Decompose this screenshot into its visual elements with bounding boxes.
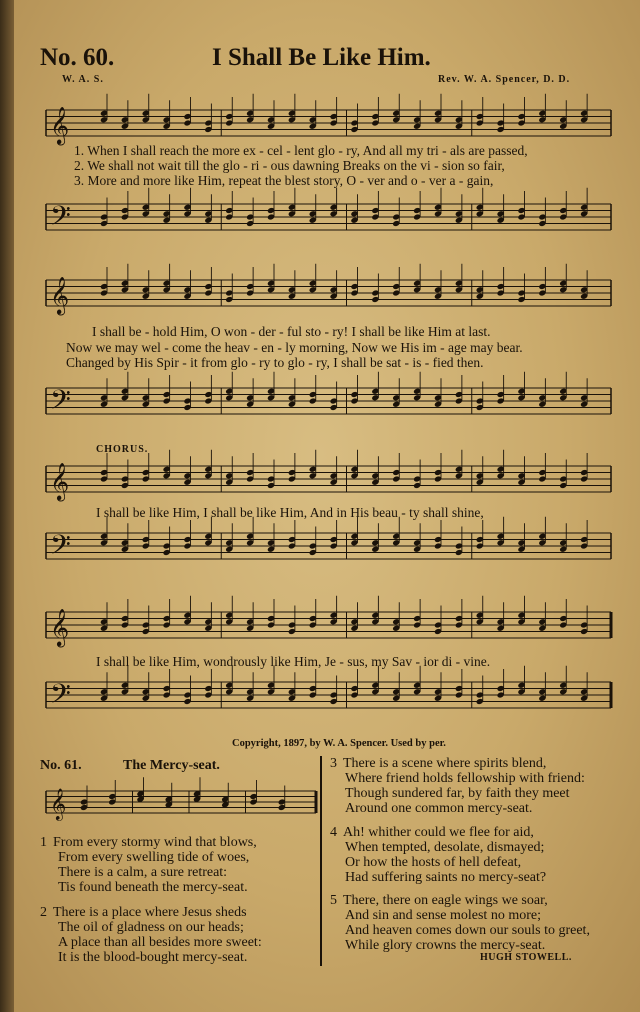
stanza-2-line-2: The oil of gladness on our heads;	[58, 920, 244, 935]
hymn-61-title: The Mercy-seat.	[123, 758, 220, 773]
stanza-5-number: 5	[330, 893, 337, 908]
stanza-3-line-1: There is a scene where spirits blend,	[343, 756, 547, 771]
hymn-61-staff	[40, 783, 320, 823]
copyright-notice: Copyright, 1897, by W. A. Spencer. Used by per.	[232, 738, 446, 749]
stanza-5-line-2: And sin and sense molest no more;	[345, 908, 541, 923]
lyric-line2-verse1: I shall be - hold Him, O won - der - ful sto - ry! I shall be like Him at last.	[92, 324, 491, 339]
staff-system-1-treble	[40, 102, 615, 142]
chorus-lyric-2: I shall be like Him, wondrously like Him, Je - sus, my Sav - ior di - vine.	[96, 654, 491, 669]
stanza-4-line-3: Or how the hosts of hell defeat,	[345, 855, 522, 870]
bass-clef-icon: 𝄢	[50, 200, 71, 238]
stanza-1-line-1: From every stormy wind that blows,	[53, 835, 257, 850]
treble-clef-icon: 𝄞	[50, 462, 70, 500]
stanza-5-line-4: While glory crowns the mercy-seat.	[345, 938, 546, 953]
lyric-line1-verse1: 1. When I shall reach the more ex - cel - lent glo - ry, And all my tri - als are passed,	[74, 143, 528, 158]
column-divider	[320, 756, 322, 966]
staff-system-3-bass	[40, 525, 615, 575]
stanza-3-line-4: Around one common mercy-seat.	[345, 801, 533, 816]
stanza-3-number: 3	[330, 756, 337, 771]
hymn-61-author: HUGH STOWELL.	[480, 952, 572, 963]
stanza-4-line-2: When tempted, desolate, dismayed;	[345, 840, 545, 855]
hymn-61-number: No. 61.	[40, 758, 82, 773]
stanza-2-line-1: There is a place where Jesus sheds	[53, 905, 247, 920]
chorus-lyric-1: I shall be like Him, I shall be like Him, And in His beau - ty shall shine,	[96, 505, 484, 520]
hymn-60-author-left: W. A. S.	[62, 74, 104, 85]
stanza-4-line-4: Had suffering saints no mercy-seat?	[345, 870, 547, 885]
stanza-3-line-3: Though sundered far, by faith they meet	[345, 786, 570, 801]
bass-clef-icon: 𝄢	[50, 678, 71, 716]
staff-system-2-bass	[40, 380, 615, 440]
stanza-4-line-1: Ah! whither could we flee for aid,	[343, 825, 534, 840]
stanza-3-line-2: Where friend holds fellowship with friend:	[345, 771, 585, 786]
bass-clef-icon: 𝄢	[50, 384, 71, 422]
hymn-60-number: No. 60.	[40, 44, 115, 71]
stanza-2-line-3: A place than all besides more sweet:	[58, 935, 262, 950]
stanza-1-number: 1	[40, 835, 47, 850]
stanza-2-number: 2	[40, 905, 47, 920]
stanza-4-number: 4	[330, 825, 337, 840]
hymn-60-title: I Shall Be Like Him.	[212, 44, 431, 71]
stanza-5-line-1: There, there on eagle wings we soar,	[343, 893, 548, 908]
lyric-line1-verse2: 2. We shall not wait till the glo - ri - ous dawning Breaks on the vi - sion so fair,	[74, 158, 505, 173]
stanza-2-line-4: It is the blood-bought mercy-seat.	[58, 950, 248, 965]
treble-clef-icon: 𝄞	[50, 608, 70, 646]
bass-clef-icon: 𝄢	[50, 529, 71, 567]
treble-clef-icon: 𝄞	[50, 106, 70, 144]
treble-clef-icon: 𝄞	[50, 788, 67, 820]
stanza-1-line-4: Tis found beneath the mercy-seat.	[58, 880, 248, 895]
lyric-line2-verse3: Changed by His Spir - it from glo - ry to glo - ry, I shall be sat - is - fied then.	[66, 355, 484, 370]
staff-system-3-treble	[40, 456, 615, 500]
staff-system-4-treble	[40, 598, 615, 648]
staff-system-1-bass	[40, 196, 615, 246]
chorus-label: CHORUS.	[96, 444, 149, 455]
stanza-5-line-3: And heaven comes down our souls to greet,	[345, 923, 590, 938]
hymn-60-author-right: Rev. W. A. Spencer, D. D.	[438, 74, 571, 85]
lyric-line1-verse3: 3. More and more like Him, repeat the blest story, O - ver and o - ver a - gain,	[74, 173, 494, 188]
staff-system-2-treble	[40, 272, 615, 312]
stanza-1-line-2: From every swelling tide of woes,	[58, 850, 250, 865]
lyric-line2-verse2: Now we may wel - come the heav - en - ly morning, Now we His im - age may bear.	[66, 340, 523, 355]
stanza-1-line-3: There is a calm, a sure retreat:	[58, 865, 228, 880]
staff-system-4-bass	[40, 672, 615, 732]
treble-clef-icon: 𝄞	[50, 276, 70, 314]
